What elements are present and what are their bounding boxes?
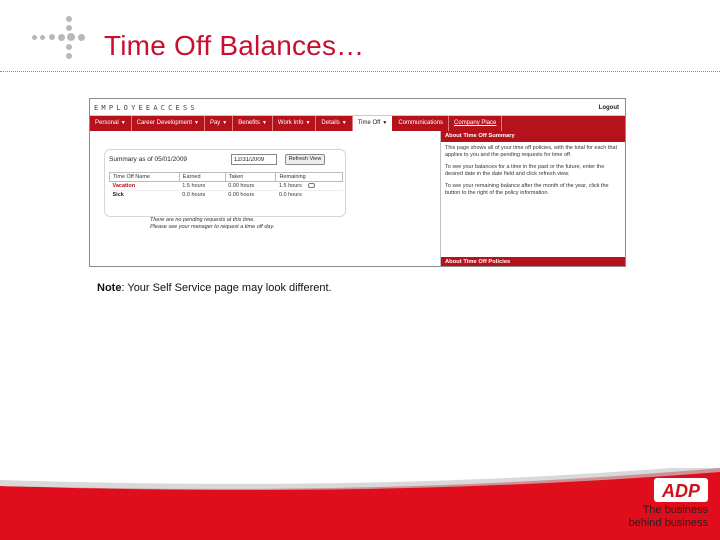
earned-value: 0.0 hours [182,192,206,199]
slide-title: Time Off Balances… [104,30,365,61]
remaining-value: 0.0 hours [278,192,302,199]
brand-logo: EMPLOYEEACCESS [94,104,198,112]
table-row [110,191,343,200]
note-label: Note [97,282,122,294]
time-off-content [90,131,625,267]
details-icon[interactable] [308,183,315,188]
chevron-down-icon: ▼ [120,120,126,126]
nav-benefits[interactable] [233,116,273,131]
chevron-down-icon: ▼ [222,120,228,126]
help-paragraph: This page shows all of your time off policies, with the total for each that applies to you and the pending requests for time off. [445,145,618,158]
chevron-down-icon: ▼ [382,120,388,126]
chevron-down-icon: ▼ [261,120,267,126]
col-earned: Earned [179,173,225,182]
policy-name[interactable]: Vacation [110,182,180,191]
remaining-cell [276,182,343,191]
summary-title: Summary as of 05/01/2009 [109,156,188,163]
summary-panel [104,149,346,217]
as-of-date-input[interactable] [231,154,277,165]
about-policies-header[interactable]: About Time Off Policies [441,257,626,267]
app-screenshot [89,98,626,267]
nav-personal[interactable] [90,116,132,131]
pending-line: Please see your manager to request a time off day. [150,224,275,230]
nav-label: Work Info [277,120,304,126]
col-taken: Taken [225,173,276,182]
tagline-line: behind business [628,517,708,529]
taken-value: 0.00 hours [225,182,276,191]
policy-name[interactable]: Sick [112,192,124,199]
adp-logo [654,478,708,502]
nav-communications[interactable] [393,116,449,131]
nav-label: Personal [95,120,119,126]
earned-value: 1.5 hours [179,182,225,191]
pending-requests-message [150,217,300,231]
help-paragraph: To see your remaining balance after the month of the year, click the button to the right of the policy information. [445,183,609,196]
nav-label: Company Place [454,120,497,126]
nav-work-info[interactable] [273,116,317,131]
pending-line: There are no pending requests at this time. [150,217,255,223]
brand-row [90,99,625,116]
remaining-value: 1.5 hours [278,183,302,189]
note-body: : Your Self Service page may look different. [121,282,332,294]
tagline-line: The business [642,504,708,516]
table-row [110,182,343,191]
col-remaining: Remaining [276,173,343,182]
decorative-dots-icon [30,16,90,64]
chevron-down-icon: ▼ [194,120,199,126]
help-paragraph: To see your balances for a time in the past or the future, enter the desired date in the date field and click refresh view. [445,164,605,177]
about-summary-header[interactable]: About Time Off Summary [441,131,626,142]
chevron-down-icon: ▼ [305,120,311,126]
taken-value: 0.00 hours [228,192,255,199]
footer-swoosh [0,468,720,540]
nav-label: Details [321,120,340,126]
title-divider [0,71,720,72]
tagline [628,504,708,530]
nav-company-place[interactable] [449,116,502,131]
note-text [97,282,332,294]
col-time-off-name: Time Off Name [110,173,180,182]
nav-label: Time Off [357,120,381,126]
nav-label: Career Development [136,120,192,126]
chevron-down-icon: ▼ [341,120,347,126]
logout-link[interactable]: Logout [598,105,619,111]
adp-logo-text: ADP [661,481,701,501]
refresh-view-button[interactable]: Refresh View [285,154,325,165]
nav-label: Communications [398,120,444,126]
nav-career-development[interactable] [132,116,205,131]
balances-table [109,172,343,200]
nav-label: Pay [209,120,221,126]
nav-label: Benefits [238,120,260,126]
nav-time-off[interactable] [353,116,394,131]
help-text [441,142,626,205]
nav-pay[interactable] [205,116,233,131]
nav-details[interactable] [316,116,352,131]
help-sidebar [440,131,626,267]
main-nav [90,116,625,131]
